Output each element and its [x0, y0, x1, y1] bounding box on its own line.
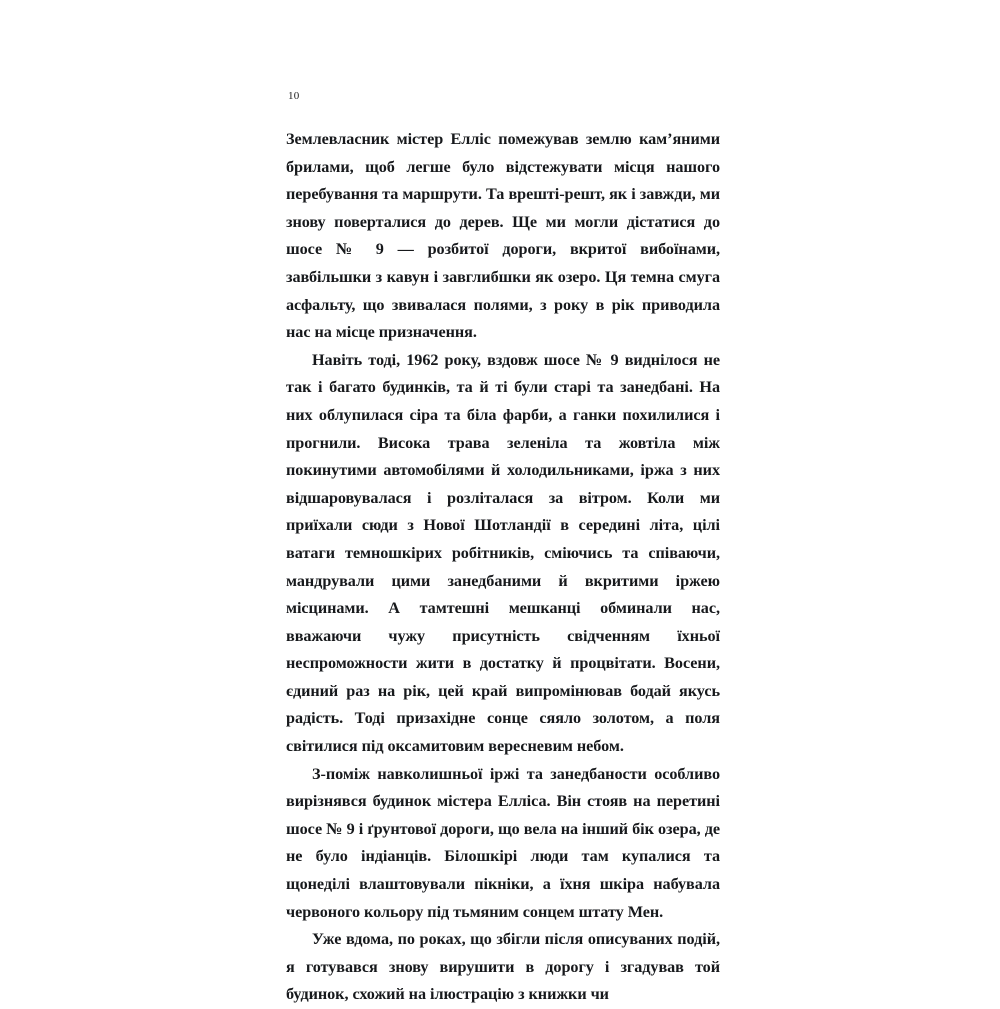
page-number: 10 [288, 90, 300, 102]
body-text-column [286, 126, 720, 1009]
paragraph: Навіть тоді, 1962 року, вздовж шосе № 9 виднілося не так і багато будинків, та й ті були старі та занедбані. На них облупилася сіра та біла фарби, а ганки похилилися і прогнили. Висока трава зеленіла та жовтіла між покинутими автомобілями й холодильниками, іржа з них відшаровувалася і розліталася за вітром. Коли ми приїхали сюди з Нової Шотландії в середині літа, цілі ватаги темношкірих робітників, сміючись та співаючи, мандрували цими занедбаними й вкритими іржею місцинами. А тамтешні мешканці обминали нас, вважаючи чужу присутність свідченням їхньої неспроможности жити в достатку й процвітати. Восени, єдиний раз на рік, цей край випромінював бодай якусь радість. Тоді призахідне сонце сяяло золотом, а поля світилися під оксамитовим вересневим небом. [286, 350, 720, 756]
paragraph: Землевласник містер Елліс помежував землю кам’яними брилами, щоб легше було відстежувати місця нашого перебування та маршрути. Та врешті-решт, як і завжди, ми знову поверталися до дерев. Ще ми могли дістатися до шосе № 9 — розбитої дороги, вкритої вибоїнами, завбільшки з кавун і завглибшки як озеро. Ця темна смуга асфальту, що звивалася полями, з року в рік приводила нас на місце призначення. [286, 130, 720, 342]
paragraph: З-поміж навколишньої іржі та занедбаности особливо вирізнявся будинок містера Елліса. Він стояв на перетині шосе № 9 і ґрунтової дороги, що вела на інший бік озера, де не було індіанців. Білошкірі люди там купалися та щонеділі влаштовували пікніки, а їхня шкіра набувала червоного кольору під тьмяним сонцем штату Мен. [286, 764, 720, 921]
paragraph: Уже вдома, по роках, що збігли після описуваних подій, я готувався знову вирушити в дорогу і згадував той будинок, схожий на ілюстрацію з книжки чи [286, 930, 720, 1004]
